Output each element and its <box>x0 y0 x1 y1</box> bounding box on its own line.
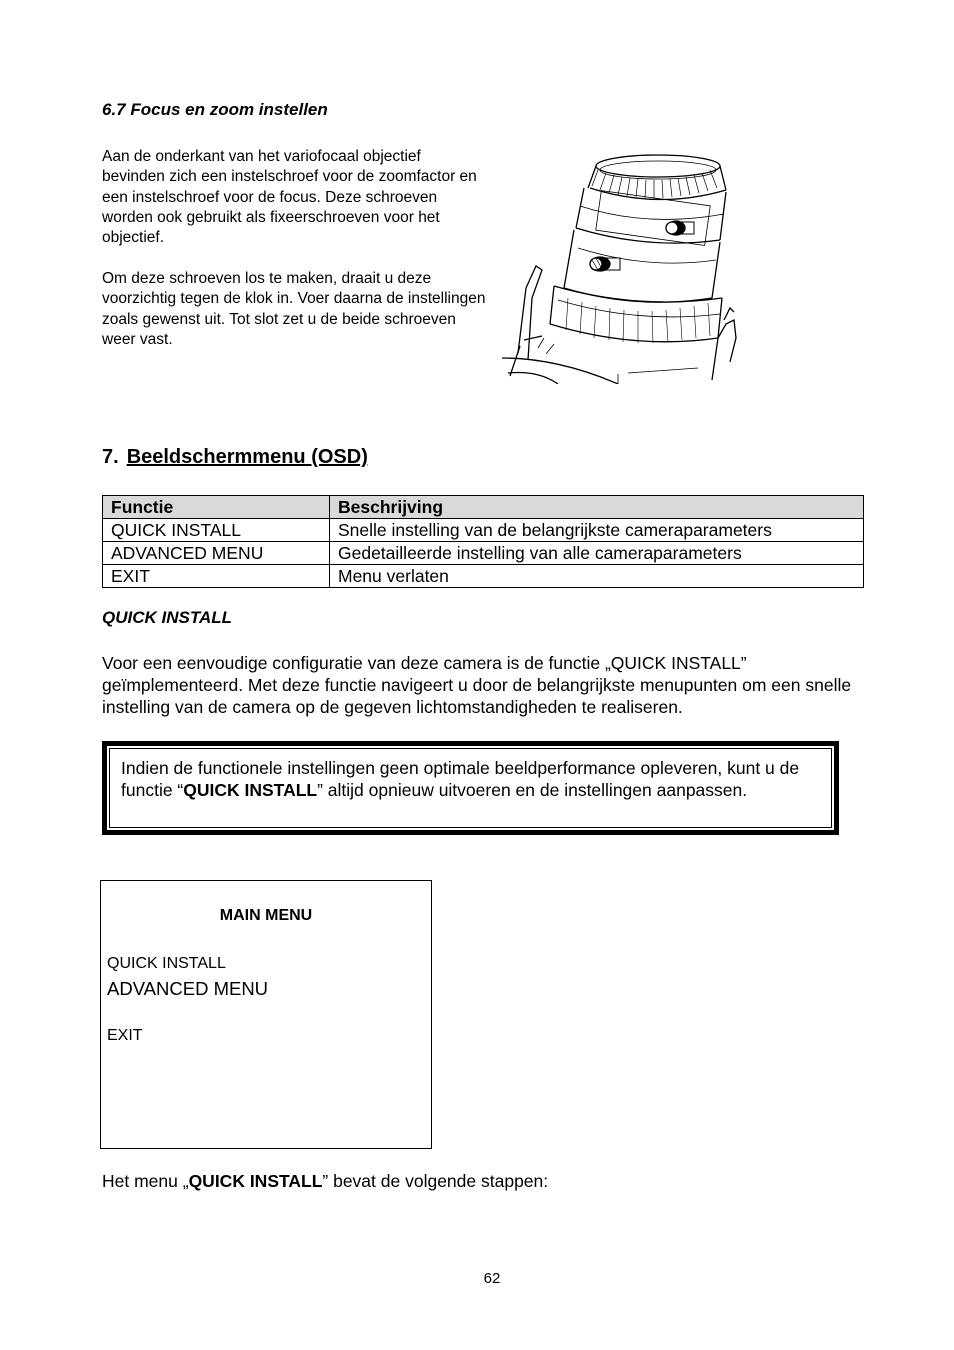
table-cell-function: ADVANCED MENU <box>103 542 330 565</box>
note-box <box>102 741 839 835</box>
function-table <box>102 495 864 588</box>
table-header-cell: Functie <box>103 496 330 519</box>
page-number: 62 <box>483 1270 501 1287</box>
menu-title: MAIN MENU <box>219 907 313 924</box>
table-row <box>103 542 864 565</box>
varifocal-lens-illustration <box>498 148 743 384</box>
focus-zoom-paragraph-2: Om deze schroeven los te maken, draait u deze voorzichtig tegen de klok in. Voer daarna de instellingen zoals gewenst uit. Tot slot zet u de beide schroeven weer vast. <box>102 270 486 348</box>
table-cell-description: Menu verlaten <box>330 565 864 588</box>
table-row <box>103 565 864 588</box>
table-cell-description: Snelle instelling van de belangrijkste cameraparameters <box>330 519 864 542</box>
section-heading-osd <box>102 446 368 469</box>
menu-item-advanced-menu: ADVANCED MENU <box>107 978 269 999</box>
table-cell-description: Gedetailleerde instelling van alle cameraparameters <box>330 542 864 565</box>
menu-item-quick-install: QUICK INSTALL <box>107 955 226 972</box>
section-title: Beeldschermmenu (OSD) <box>126 446 368 468</box>
steps-intro-prefix: Het menu „ <box>102 1171 189 1191</box>
table-header-row <box>103 496 864 519</box>
section-title-6-7: 6.7 Focus en zoom instellen <box>102 100 328 119</box>
table-row <box>103 519 864 542</box>
steps-intro-bold: QUICK INSTALL <box>188 1171 323 1191</box>
note-text-prefix: Indien de functionele instellingen geen optimale beeldperformance opleveren, kunt u de functie “ <box>121 758 800 800</box>
note-text-suffix: ” altijd opnieuw uitvoeren en de instellingen aanpassen. <box>317 780 748 800</box>
steps-intro-suffix: ” bevat de volgende stappen: <box>322 1171 549 1191</box>
steps-intro-paragraph <box>102 1171 548 1192</box>
table-header-cell: Beschrijving <box>330 496 864 519</box>
osd-main-menu <box>100 880 432 1149</box>
table-cell-function: EXIT <box>103 565 330 588</box>
note-text <box>121 757 811 801</box>
table-cell-function: QUICK INSTALL <box>103 519 330 542</box>
quick-install-paragraph: Voor een eenvoudige configuratie van deze camera is de functie „QUICK INSTALL” geïmplementeerd. Met deze functie navigeert u door de belangrijkste menupunten om een snelle instelling van de camera op de gegeven lichtomstandigheden te realiseren. <box>102 653 852 717</box>
note-text-bold: QUICK INSTALL <box>183 780 318 800</box>
quick-install-heading: QUICK INSTALL <box>102 608 233 627</box>
menu-item-exit: EXIT <box>107 1027 143 1044</box>
section-number: 7. <box>102 446 119 468</box>
focus-zoom-paragraph-1: Aan de onderkant van het variofocaal objectief bevinden zich een instelschroef voor de zoomfactor en een instelschroef voor de focus. Deze schroeven worden ook gebruikt als fixeerschroeven voor het objectief. <box>102 148 477 247</box>
